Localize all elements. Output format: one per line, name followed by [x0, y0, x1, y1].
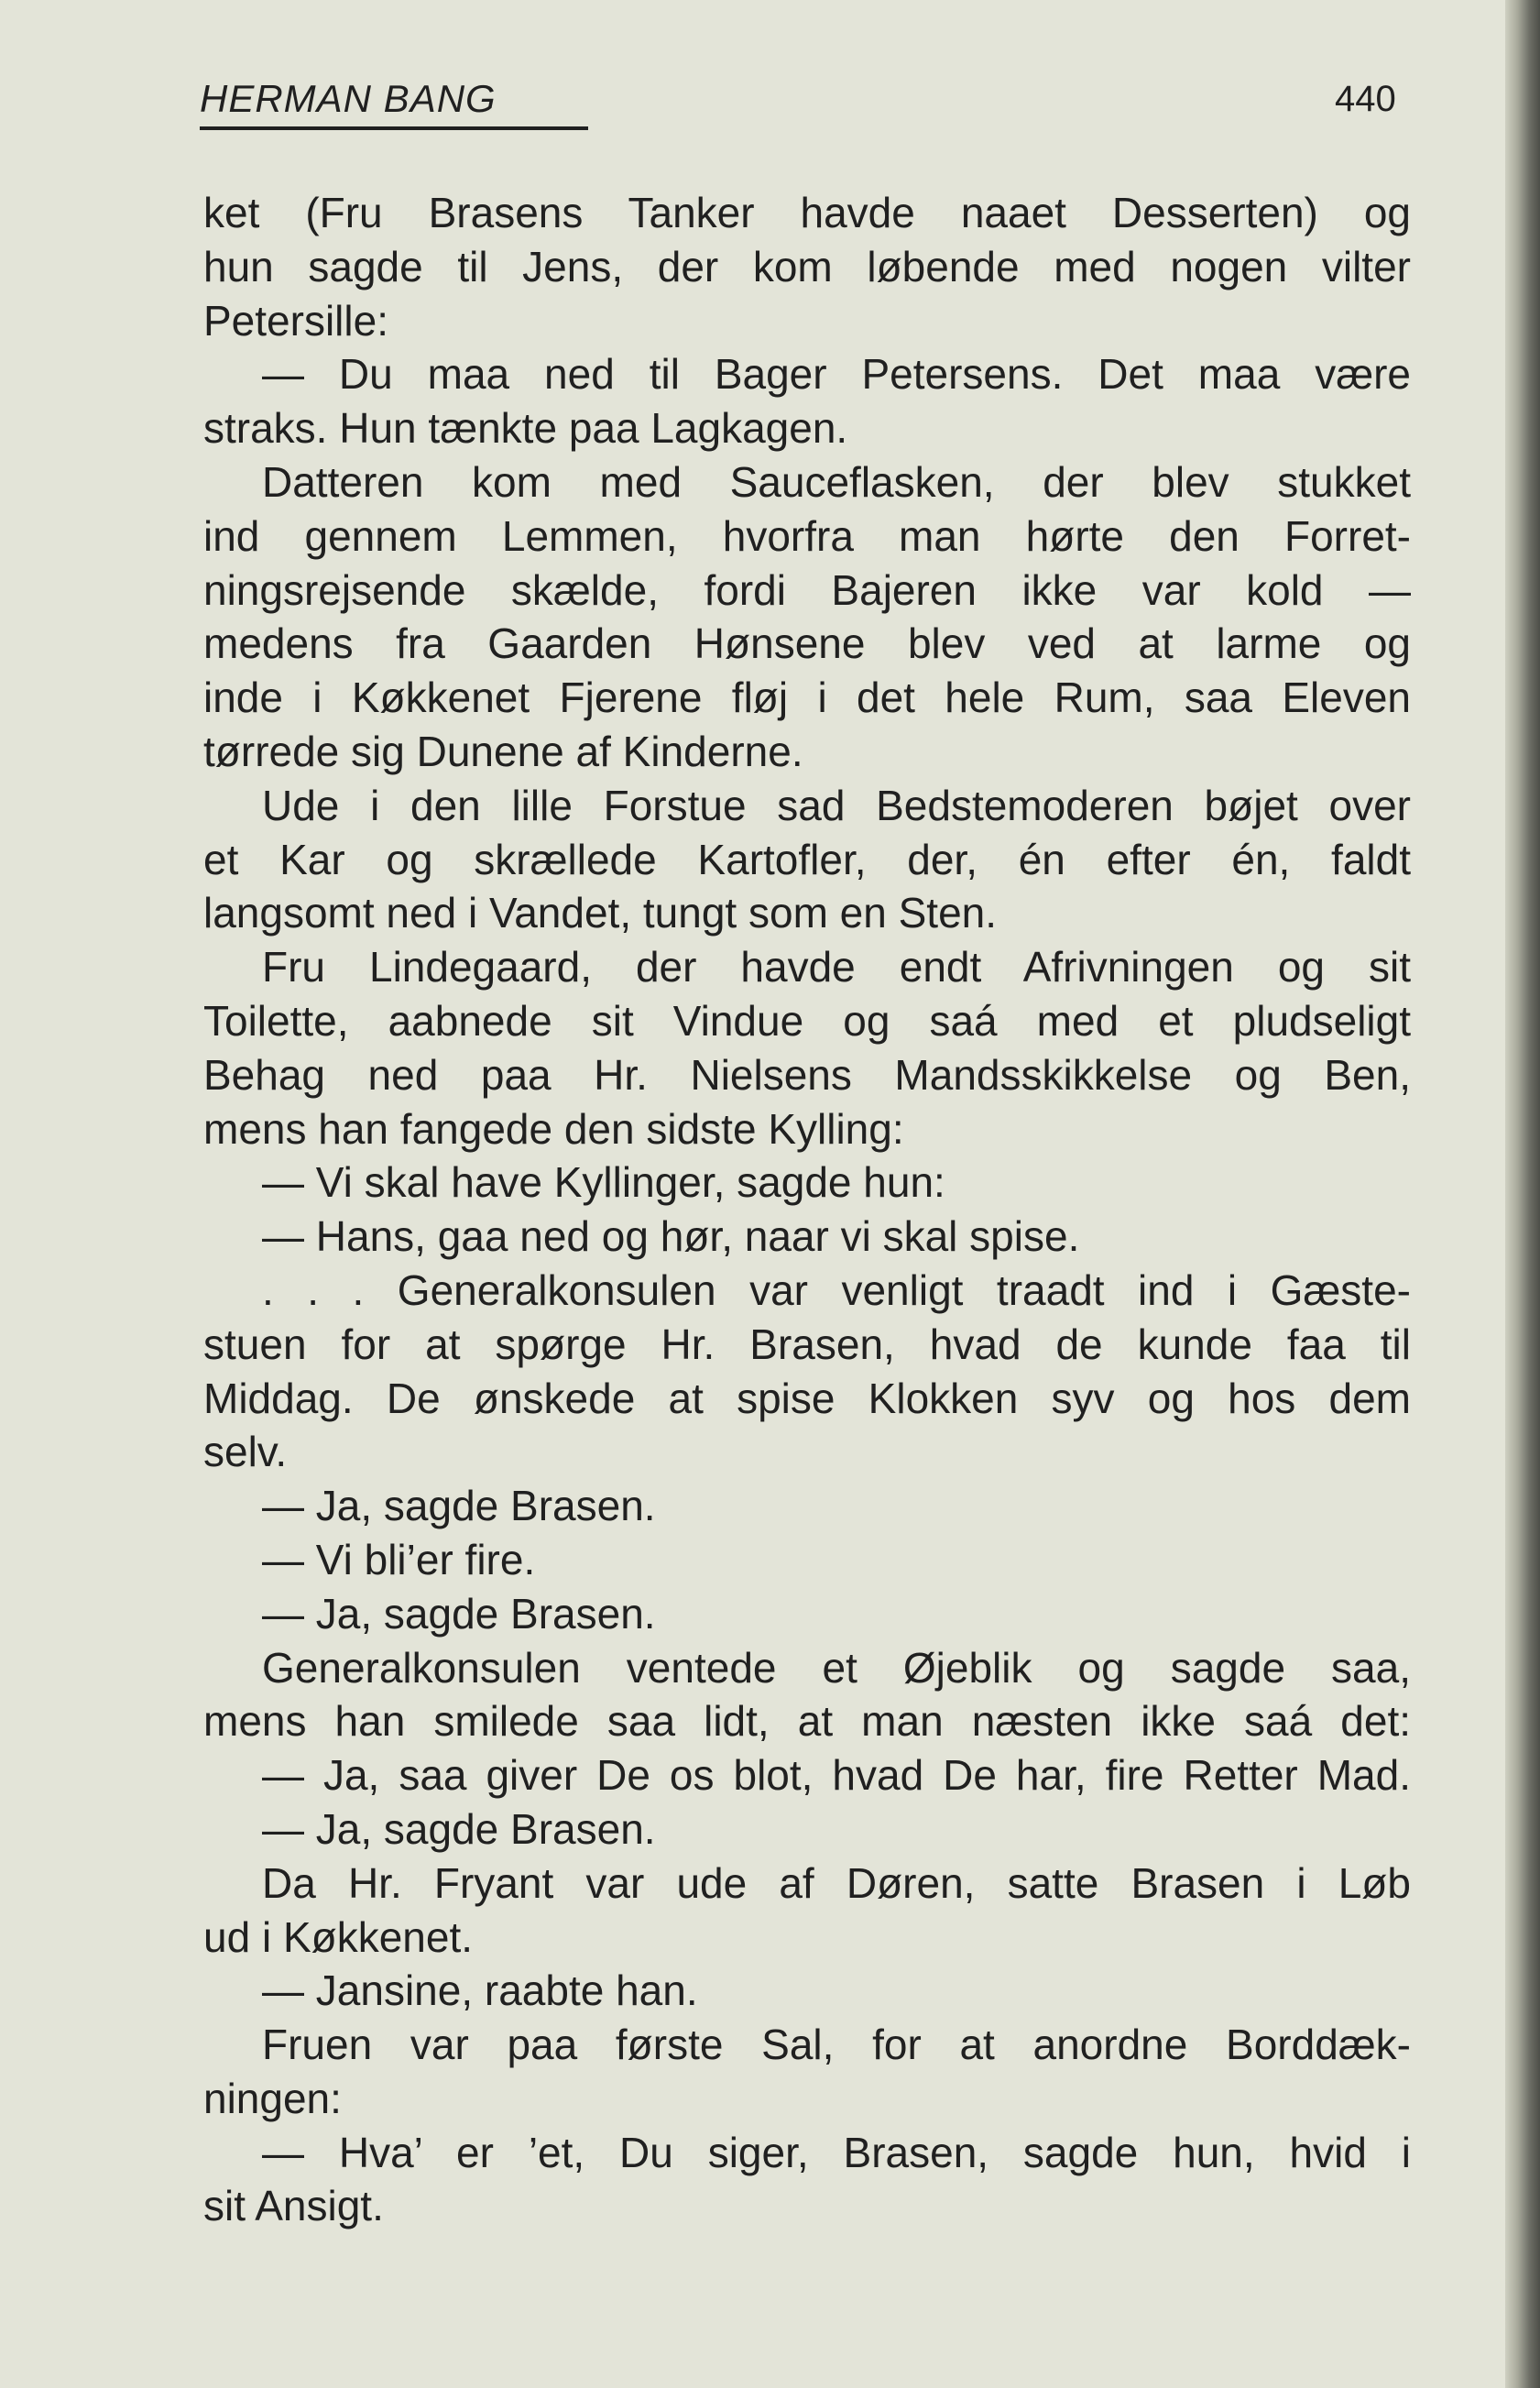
text-line: Fru Lindegaard, der havde endt Afrivningen og sit [262, 943, 1411, 991]
text-line: ningsrejsende skælde, fordi Bajeren ikke var kold — [203, 565, 1411, 614]
text-line: inde i Køkkenet Fjerene fløj i det hele Rum, saa Eleven [203, 674, 1411, 722]
running-head-author: HERMAN BANG [200, 77, 497, 120]
text-line: — Ja, sagde Brasen. [262, 1804, 656, 1853]
text-line: Petersille: [203, 296, 388, 345]
text-line: Datteren kom med Sauceflasken, der blev stukket [262, 457, 1411, 506]
text-line: Middag. De ønskede at spise Klokken syv og hos dem [203, 1374, 1411, 1422]
text-line: — Du maa ned til Bager Petersens. Det maa være [262, 350, 1411, 399]
text-line: mens han smilede saa lidt, at man næsten ikke saá det: [203, 1697, 1411, 1746]
text-line: mens han fangede den sidste Kylling: [203, 1104, 904, 1153]
text-line: straks. Hun tænkte paa Lagkagen. [203, 404, 848, 453]
text-line: tørrede sig Dunene af Kinderne. [203, 727, 803, 775]
text-line: Da Hr. Fryant var ude af Døren, satte Brasen i Løb [262, 1858, 1411, 1907]
running-header [200, 75, 1400, 130]
text-line: ket (Fru Brasens Tanker havde naaet Desserten) og [203, 189, 1411, 236]
text-line: Fruen var paa første Sal, for at anordne Borddæk- [262, 2021, 1411, 2069]
text-line: — Ja, sagde Brasen. [262, 1482, 656, 1530]
text-line: — Vi skal have Kyllinger, sagde hun: [262, 1158, 945, 1207]
text-line: — Jansine, raabte han. [262, 1966, 698, 2015]
text-line: Ude i den lille Forstue sad Bedstemoderen bøjet over [262, 781, 1411, 829]
text-line: ud i Køkkenet. [203, 1912, 474, 1961]
text-line: selv. [203, 1428, 288, 1476]
body-text [203, 186, 1411, 2233]
text-line: Behag ned paa Hr. Nielsens Mandsskikkelse og Ben, [203, 1050, 1411, 1099]
text-line: langsomt ned i Vandet, tungt som en Sten. [203, 889, 998, 937]
text-line: ind gennem Lemmen, hvorfra man hørte den Forret- [203, 511, 1411, 560]
text-line: — Hans, gaa ned og hør, naar vi skal spise. [262, 1212, 1080, 1261]
text-line: — Ja, sagde Brasen. [262, 1589, 656, 1638]
text-line: medens fra Gaarden Hønsene blev ved at larme og [203, 619, 1411, 668]
text-line: — Ja, saa giver De os blot, hvad De har, fire Retter Mad. [262, 1751, 1411, 1800]
text-line: sit Ansigt. [203, 2182, 384, 2230]
page-edge [1505, 0, 1540, 2388]
text-line: stuen for at spørge Hr. Brasen, hvad de kunde faa til [203, 1320, 1411, 1368]
text-line: et Kar og skrællede Kartofler, der, én efter én, faldt [203, 835, 1411, 883]
text-line: — Hva’ er ’et, Du siger, Brasen, sagde hun, hvid i [262, 2128, 1411, 2176]
text-line: — Vi bli’er fire. [262, 1535, 536, 1583]
text-line: Toilette, aabnede sit Vindue og saá med et pludseligt [203, 996, 1411, 1045]
page-number: 440 [1335, 79, 1396, 119]
text-line: . . . Generalkonsulen var venligt traadt ind i Gæste- [262, 1265, 1411, 1314]
header-rule [200, 126, 588, 130]
text-line: hun sagde til Jens, der kom løbende med nogen vilter [203, 242, 1411, 290]
text-line: ningen: [203, 2074, 342, 2122]
text-line: Generalkonsulen ventede et Øjeblik og sagde saa, [262, 1643, 1411, 1692]
